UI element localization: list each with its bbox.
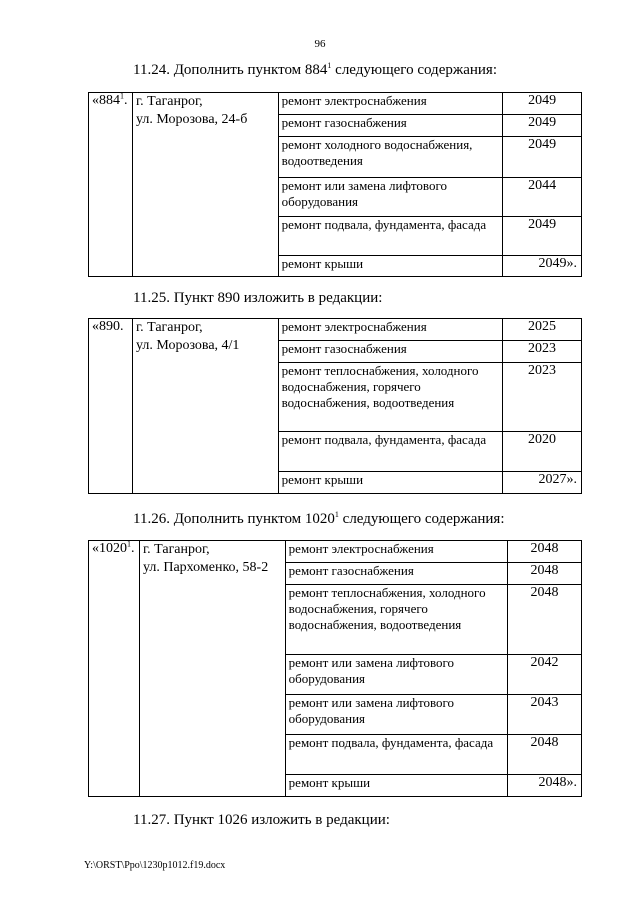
year: 2049 [503, 115, 582, 137]
work-type: ремонт теплоснабжения, холодного водоснабжения, горячего водоснабжения, водоотведения [285, 585, 507, 655]
table-row [89, 319, 582, 341]
work-type: ремонт теплоснабжения, холодного водоснабжения, горячего водоснабжения, водоотведения [278, 363, 502, 432]
year: 2025 [503, 319, 582, 341]
page-number: 96 [314, 38, 326, 50]
item-number: «$884^1$. [89, 93, 133, 277]
work-type: ремонт крыши [278, 472, 502, 494]
year: 2043 [508, 695, 582, 735]
section-heading-11-27: 11.27. Пункт 1026 изложить в редакции: [133, 812, 390, 828]
work-type: ремонт подвала, фундамента, фасада [285, 735, 507, 775]
address-cell: г. Таганрог, ул. Морозова, 4/1 [132, 319, 278, 494]
work-type: ремонт электроснабжения [278, 93, 502, 115]
work-type: ремонт или замена лифтового оборудования [285, 655, 507, 695]
work-type: ремонт подвала, фундамента, фасада [278, 432, 502, 472]
section-heading-11-24: 11.24. Дополнить пунктом $884^1$ следующего содержания: [133, 61, 497, 78]
section-heading-11-26: 11.26. Дополнить пунктом 1020$^1$ следующего содержания: [133, 510, 505, 527]
year: 2048 [508, 585, 582, 655]
work-type: ремонт или замена лифтового оборудования [278, 178, 502, 217]
table-item-884-1 [88, 92, 582, 277]
year: 2044 [503, 178, 582, 217]
table-row [89, 541, 582, 563]
year: 2049 [503, 137, 582, 178]
work-type: ремонт газоснабжения [285, 563, 507, 585]
work-type: ремонт электроснабжения [285, 541, 507, 563]
year: 2049 [503, 93, 582, 115]
year: 2027». [503, 472, 582, 494]
year: 2049». [503, 256, 582, 277]
year: 2023 [503, 363, 582, 432]
item-number: «890. [89, 319, 133, 494]
work-type: ремонт подвала, фундамента, фасада [278, 217, 502, 256]
work-type: ремонт или замена лифтового оборудования [285, 695, 507, 735]
section-heading-11-25: 11.25. Пункт 890 изложить в редакции: [133, 290, 383, 306]
item-number: «1020$^1$. [89, 541, 140, 797]
year: 2048». [508, 775, 582, 797]
table-item-1020-1 [88, 540, 582, 797]
work-type: ремонт крыши [278, 256, 502, 277]
work-type: ремонт крыши [285, 775, 507, 797]
address-cell: г. Таганрог, ул. Пархоменко, 58-2 [139, 541, 285, 797]
year: 2049 [503, 217, 582, 256]
table-item-890 [88, 318, 582, 494]
year: 2048 [508, 735, 582, 775]
table-row [89, 93, 582, 115]
work-type: ремонт электроснабжения [278, 319, 502, 341]
year: 2048 [508, 563, 582, 585]
work-type: ремонт холодного водоснабжения, водоотведения [278, 137, 502, 178]
work-type: ремонт газоснабжения [278, 115, 502, 137]
footer-file-path: Y:\ORST\Ppo\1230p1012.f19.docx [84, 860, 226, 871]
year: 2023 [503, 341, 582, 363]
work-type: ремонт газоснабжения [278, 341, 502, 363]
year: 2048 [508, 541, 582, 563]
address-cell: г. Таганрог, ул. Морозова, 24-б [132, 93, 278, 277]
year: 2042 [508, 655, 582, 695]
year: 2020 [503, 432, 582, 472]
